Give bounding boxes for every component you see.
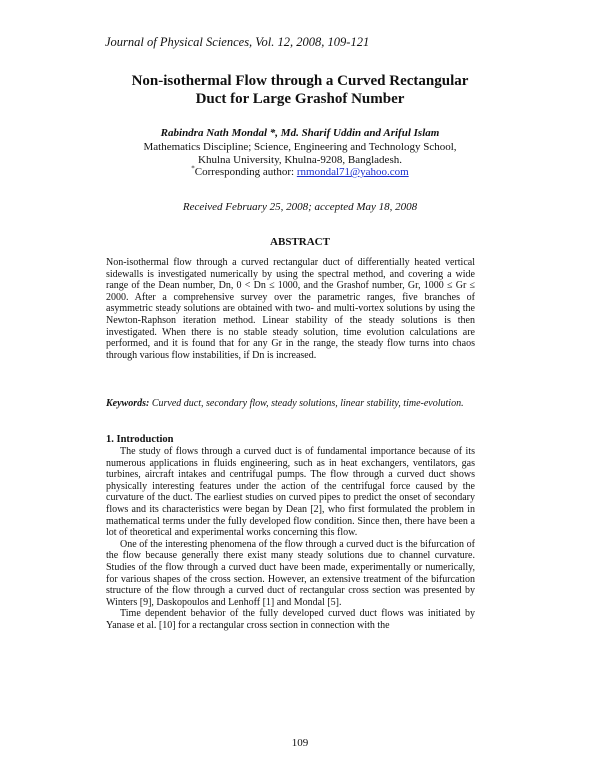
section-heading: 1. Introduction	[106, 434, 174, 445]
introduction-body	[106, 446, 475, 632]
paragraph: Time dependent behavior of the fully developed curved duct flows was initiated by Yanase et al. [10] for a rectangular cross section in connection with the	[106, 608, 475, 631]
keywords-label: Keywords:	[106, 398, 150, 409]
affiliation-line-2: Khulna University, Khulna-9208, Bangladesh.	[198, 153, 402, 166]
affiliation-line-1: Mathematics Discipline; Science, Engineering and Technology School,	[143, 141, 457, 153]
paper-title	[60, 72, 540, 108]
title-line-1: Non-isothermal Flow through a Curved Rectangular	[131, 73, 469, 89]
keywords-text: Curved duct, secondary flow, steady solutions, linear stability, time-evolution.	[151, 398, 464, 409]
journal-header: Journal of Physical Sciences, Vol. 12, 2008, 109-121	[105, 35, 370, 49]
affiliation	[60, 141, 540, 179]
abstract-heading: ABSTRACT	[270, 236, 330, 248]
page-number: 109	[291, 737, 309, 749]
keywords	[106, 398, 475, 410]
abstract-text: Non-isothermal flow through a curved rectangular duct of differentially heated vertical sidewalls is investigated numerically by using the spectral method, and covering a wide range of the Dean number, Dn, 0 < Dn ≤ 1000, and the Grashof number, Gr, 1000 ≤ Gr ≤ 2000. After a comprehensive survey over the parametric ranges, five branches of asymmetric steady solutions are obtained with two- and multi-vortex solutions by using the Newton-Raphson iteration method. Linear stability of the steady solutions is then investigated. When there is no stable steady solution, time evolution calculations are performed, and it is found that for any Gr in the range, the steady flow turns into chaos through various flow instabilities, if Dn is increased.	[106, 257, 475, 361]
email-link[interactable]: rnmondal71@yahoo.com	[296, 166, 409, 178]
paragraph: The study of flows through a curved duct is of fundamental importance because of its numerous applications in fluids engineering, such as in heat exchangers, ventilators, gas turbines, aircraft intakes and centrifugal pumps. The flow through a curved duct shows physically interesting features under the action of the centrifugal force caused by the curvature of the duct. The earliest studies on curved pipes to predict the onset of secondary flows and its characteristics were began by Dean [2], who first formulated the problem in mathematical terms under the fully developed flow condition. Since then, there have been a lot of theoretical and experimental works concerning this flow.	[106, 446, 475, 539]
title-line-2: Duct for Large Grashof Number	[195, 91, 405, 107]
paragraph: One of the interesting phenomena of the flow through a curved duct is the bifurcation of the flow because generally there exist many steady solutions due to channel curvature. Studies of the flow through a curved duct have been made, experimentally or numerically, for various shapes of the cross section. However, an extensive treatment of the bifurcation structure of the flow through a curved duct of rectangular cross section was presented by Winters [9], Daskopoulos and Lenhoff [1] and Mondal [5].	[106, 538, 475, 608]
received-dates: Received February 25, 2008; accepted May 18, 2008	[182, 201, 418, 213]
author-list: Rabindra Nath Mondal *, Md. Sharif Uddin and Ariful Islam	[160, 127, 440, 139]
corresponding-author: *Corresponding author: rnmondal71@yahoo.com	[191, 164, 409, 178]
corresponding-label: Corresponding author:	[194, 166, 297, 178]
